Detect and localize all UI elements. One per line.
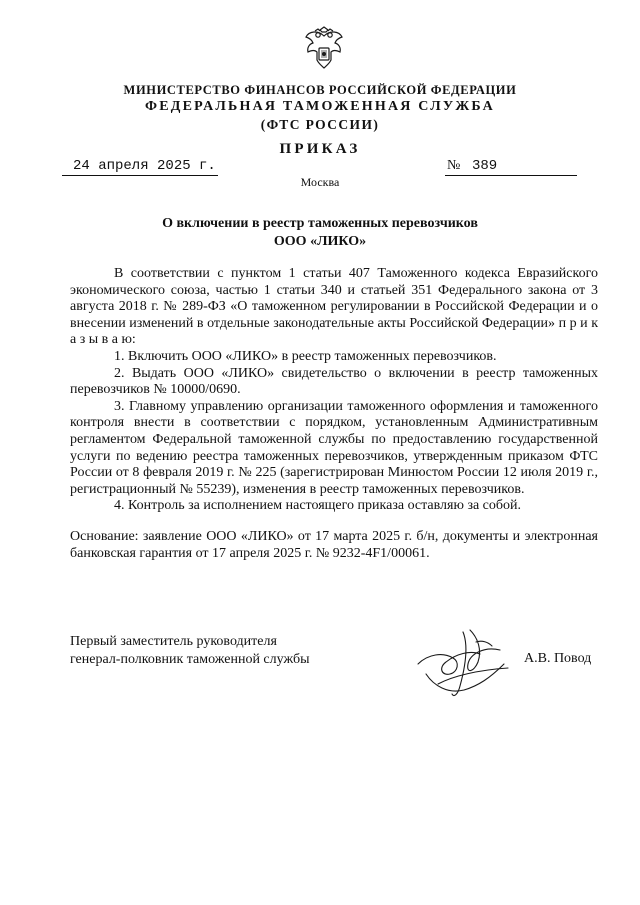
signatory-name: А.В. Повод — [524, 651, 592, 666]
service-short-header: (ФТС РОССИИ) — [260, 117, 380, 132]
document-type: ПРИКАЗ — [279, 141, 361, 157]
item-4: 4. Контроль за исполнением настоящего приказа оставляю за собой. — [114, 498, 522, 514]
signatory-position — [70, 633, 309, 669]
item-2: 2. Выдать ООО «ЛИКО» свидетельство о включении в реестр таможенных перевозчиков № 10000/0690. — [70, 365, 598, 398]
basis-paragraph: Основание: заявление ООО «ЛИКО» от 17 марта 2025 г. б/н, документы и электронная банковская гарантия от 17 апреля 2025 г. № 9232-4F1/00061. — [70, 528, 598, 561]
position-line-2: генерал-полковник таможенной службы — [70, 652, 310, 667]
item-3: 3. Главному управлению организации таможенного оформления и таможенного контроля внести в соответствии с порядком, установленным Административным регламентом Федеральной таможенной службы по предоставлению государственной услуги по ведению реестра таможенных перевозчиков, утвержденным приказом ФТС России от 8 февраля 2019 г. № 225 (зарегистрирован Минюстом России 12 июля 2019 г., регистрационный № 55239), изменения в реестр таможенных перевозчиков. — [70, 398, 598, 497]
position-line-1: Первый заместитель руководителя — [70, 634, 277, 649]
item-1: 1. Включить ООО «ЛИКО» в реестр таможенных перевозчиков. — [114, 348, 497, 364]
state-emblem — [303, 26, 345, 72]
handwritten-signature — [408, 624, 518, 702]
ministry-header: МИНИСТЕРСТВО ФИНАНСОВ РОССИЙСКОЙ ФЕДЕРАЦИИ — [123, 83, 517, 97]
service-header: ФЕДЕРАЛЬНАЯ ТАМОЖЕННАЯ СЛУЖБА — [145, 99, 495, 114]
order-title-line1: О включении в реестр таможенных перевозчиков — [162, 216, 478, 231]
order-number-label: № — [447, 158, 461, 173]
order-body — [70, 266, 598, 562]
order-city: Москва — [300, 175, 340, 189]
order-number: 389 — [472, 158, 498, 174]
intro-paragraph: В соответствии с пунктом 1 статьи 407 Таможенного кодекса Евразийского экономического союза, частью 1 статьи 340 и статьей 351 Федерального закона от 3 августа 2018 г. № 289-ФЗ «О таможенном регулировании в Российской Федерации и о внесении изменений в отдельные законодательные акты Российской Федерации» п р и к а з ы в а ю: — [70, 266, 598, 348]
order-title-line2: ООО «ЛИКО» — [273, 234, 367, 249]
order-date: 24 апреля 2025 г. — [73, 158, 216, 174]
